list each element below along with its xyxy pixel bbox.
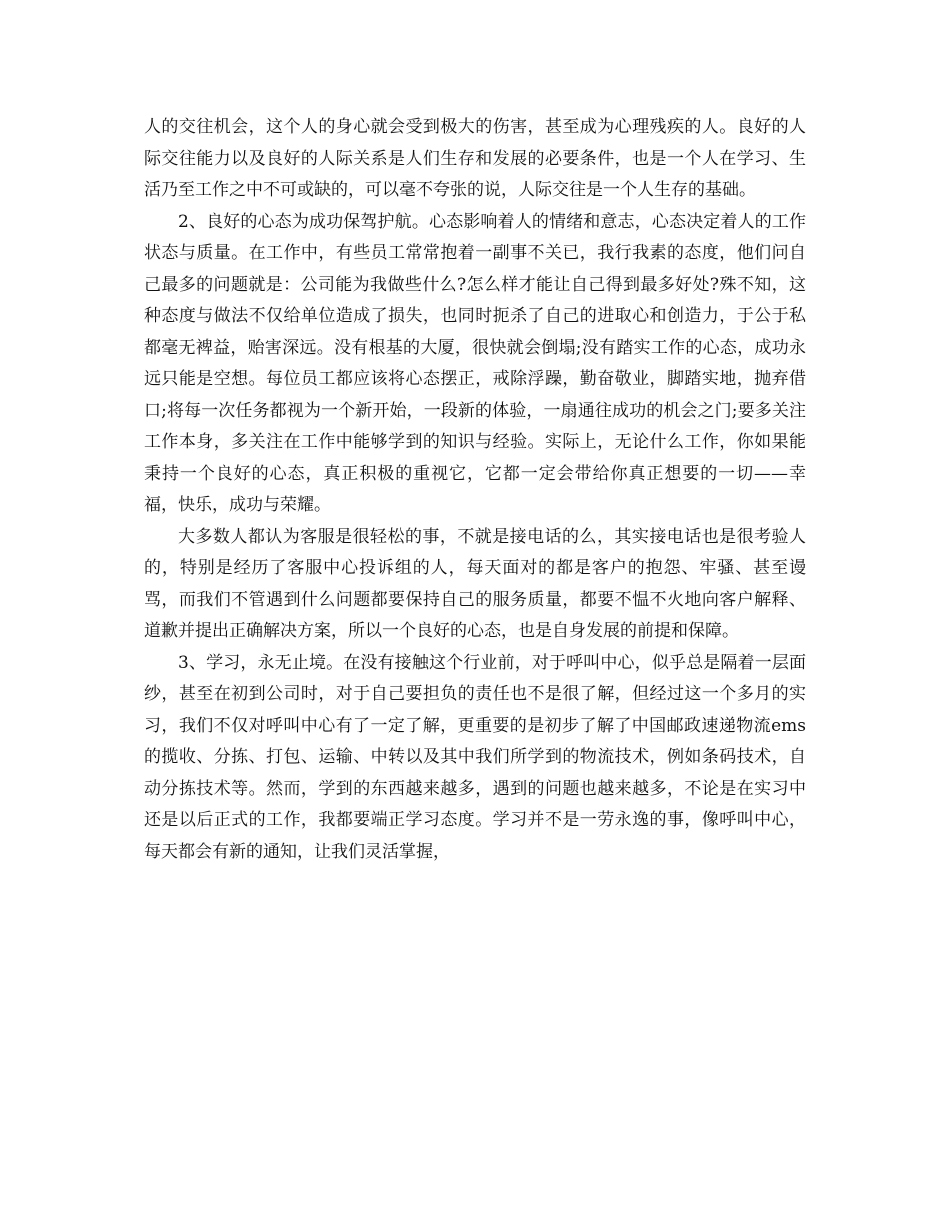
paragraph-customer-service: 大多数人都认为客服是很轻松的事，不就是接电话的么，其实接电话也是很考验人的，特别是经历了客服中心投诉组的人，每天面对的都是客户的抱怨、牢骚、甚至谩骂，而我们不管遇到什么问题都要保持自己的服务质量，都要不愠不火地向客户解释、道歉并提出正确解决方案，所以一个良好的心态，也是自身发展的前提和保障。: [144, 526, 806, 641]
document-body: [144, 112, 806, 868]
paragraph-learning-never-ends: 3、学习，永无止境。在没有接触这个行业前，对于呼叫中心，似乎总是隔着一层面纱，甚至在初到公司时，对于自己要担负的责任也不是很了解，但经过这一个多月的实习，我们不仅对呼叫中心有了一定了解，更重要的是初步了解了中国邮政速递物流ems的揽收、分拣、打包、运输、中转以及其中我们所学到的物流技术，例如条码技术，自动分拣技术等。然而，学到的东西越来越多，遇到的问题也越来越多，不论是在实习中还是以后正式的工作，我都要端正学习态度。学习并不是一劳永逸的事，像呼叫中心，每天都会有新的通知，让我们灵活掌握，: [144, 652, 806, 862]
paragraph-good-mindset: 2、良好的心态为成功保驾护航。心态影响着人的情绪和意志，心态决定着人的工作状态与质量。在工作中，有些员工常常抱着一副事不关已，我行我素的态度，他们问自己最多的问题就是：公司能为我做些什么?怎么样才能让自己得到最多好处?殊不知，这种态度与做法不仅给单位造成了损失，也同时扼杀了自己的进取心和创造力，于公于私都毫无裨益，贻害深远。没有根基的大厦，很快就会倒塌;没有踏实工作的心态，成功永远只能是空想。每位员工都应该将心态摆正，戒除浮躁，勤奋敬业，脚踏实地，抛弃借口;将每一次任务都视为一个新开始，一段新的体验，一扇通往成功的机会之门;要多关注工作本身，多关注在工作中能够学到的知识与经验。实际上，无论什么工作，你如果能秉持一个良好的心态，真正积极的重视它，它都一定会带给你真正想要的一切——幸福，快乐，成功与荣耀。: [144, 211, 806, 515]
paragraph-interpersonal-continued: 人的交往机会，这个人的身心就会受到极大的伤害，甚至成为心理残疾的人。良好的人际交往能力以及良好的人际关系是人们生存和发展的必要条件，也是一个人在学习、生活乃至工作之中不可或缺的，可以毫不夸张的说，人际交往是一个人生存的基础。: [144, 117, 806, 200]
